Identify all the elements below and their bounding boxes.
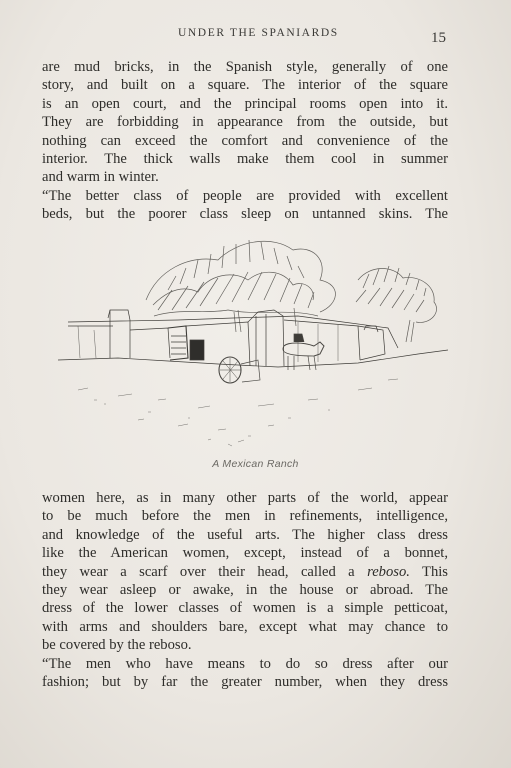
text-line: story, and built on a square. The interior of the square xyxy=(42,77,448,94)
text-line: are mud bricks, in the Spanish style, generally of one xyxy=(42,59,448,75)
text-line: be covered by the reboso. xyxy=(42,637,192,654)
illustration-caption: A Mexican Ranch xyxy=(212,458,299,470)
text-line: They are forbidding in appearance from the outside, but xyxy=(42,114,448,131)
text-line: beds, but the poorer class sleep on untanned skins. The xyxy=(42,206,448,223)
text-fragment: This xyxy=(409,563,448,580)
text-line: women here, as in many other parts of the world, appear xyxy=(42,490,448,506)
tree-canopy xyxy=(146,240,437,342)
text-line: “The better class of people are provided with excellent xyxy=(42,187,448,204)
text-line: with arms and shoulders bare, except what may chance to xyxy=(42,618,448,635)
text-line: “The men who have means to do so dress after our xyxy=(42,655,448,672)
text-line: and knowledge of the useful arts. The higher class dress xyxy=(42,526,448,543)
reboso-term: reboso. xyxy=(367,563,410,580)
paragraph-top xyxy=(42,58,448,224)
paragraph-bottom xyxy=(42,489,448,691)
text-line: and warm in winter. xyxy=(42,169,159,186)
text-line: interior. The thick walls make them cool in summer xyxy=(42,150,448,167)
cart-wheel xyxy=(219,357,260,383)
text-line: to be much before the men in refinements, intelligence, xyxy=(42,508,448,525)
text-line: they wear asleep or awake, in the house or abroad. The xyxy=(42,581,448,598)
text-line: nothing can exceed the comfort and convenience of the xyxy=(42,132,448,149)
text-fragment: they wear a scarf over their head, called a xyxy=(42,563,368,580)
text-line: dress of the lower classes of women is a simple petticoat, xyxy=(42,600,448,617)
text-line: is an open court, and the principal rooms open into it. xyxy=(42,95,448,112)
page-number: 15 xyxy=(431,30,446,46)
ranch-illustration xyxy=(58,230,448,452)
text-line: fashion; but by far the greater number, when they dress xyxy=(42,673,448,690)
running-head: UNDER THE SPANIARDS xyxy=(178,27,339,39)
adobe-walls xyxy=(58,310,448,367)
text-line-reboso xyxy=(42,563,448,581)
ground-texture xyxy=(78,379,398,446)
text-line: like the American women, except, instead of a bonnet, xyxy=(42,545,448,562)
